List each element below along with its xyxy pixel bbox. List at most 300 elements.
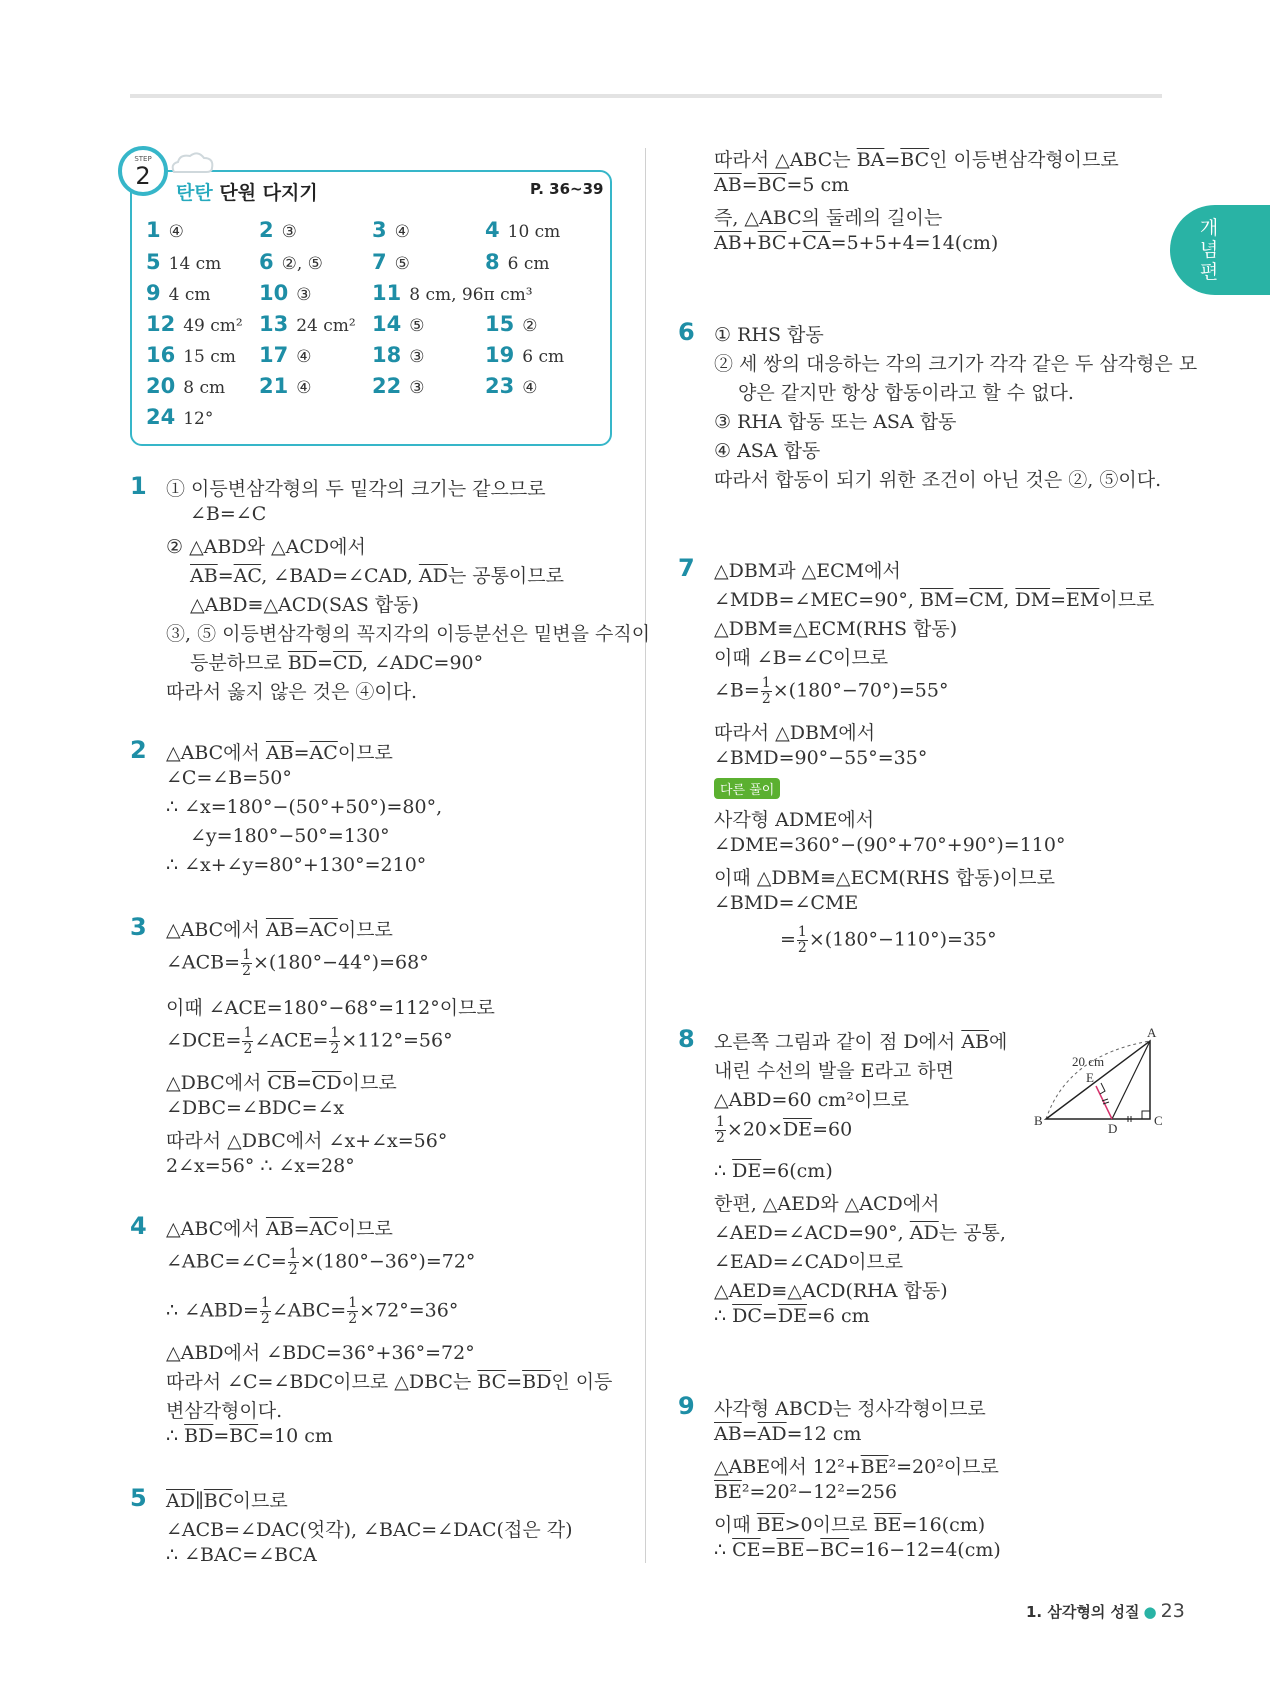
fraction: $\frac{1}{2}$ [242, 947, 251, 979]
text: =10 cm [258, 1425, 333, 1447]
segment: $\overline{CE}$ [732, 1539, 761, 1561]
answer-item [485, 343, 564, 367]
text: = [760, 1539, 777, 1561]
segment: $\overline{BC}$ [900, 149, 930, 171]
solution-line: 즉, △ABC의 둘레의 길이는 [714, 207, 943, 229]
answer-value: ③ [409, 347, 425, 367]
solution-line [714, 1218, 1006, 1245]
solution-line: 양은 같지만 항상 합동이라고 할 수 없다. [738, 382, 1074, 404]
solution-line [166, 1026, 453, 1057]
segment: $\overline{AB}$ [714, 174, 742, 196]
solution-line [714, 1481, 897, 1503]
answer-item [259, 281, 311, 305]
answer-item [146, 405, 213, 429]
text: ×(180°−36°)=72° [299, 1250, 476, 1273]
text: △DBC에서 [166, 1072, 268, 1094]
solution-line: 따라서 옳지 않은 것은 ④이다. [166, 681, 418, 703]
answer-number: 10 [259, 281, 289, 305]
bullet-icon: ● [1143, 1603, 1157, 1621]
chapter-title: 1. 삼각형의 성질 [1026, 1603, 1140, 1621]
text: ∠MDB=∠MEC=90°, [714, 589, 920, 611]
solution-line: 따라서 합동이 되기 위한 조건이 아닌 것은 ②, ⑤이다. [714, 469, 1162, 491]
solution-line: 사각형 ADME에서 [714, 809, 875, 831]
answer-value: ② [522, 316, 538, 336]
segment: $\overline{AB}$ [265, 919, 294, 941]
text: = [761, 1305, 778, 1327]
solution-line [166, 1425, 333, 1447]
answer-value: ③ [296, 285, 312, 305]
text: ∠ABC=∠C= [166, 1250, 287, 1273]
segment: $\overline{DE}$ [782, 1118, 813, 1141]
segment: $\overline{CB}$ [267, 1072, 296, 1094]
solution-line: ∠DBC=∠BDC=∠x [166, 1097, 345, 1119]
text: ∠ACB= [166, 951, 241, 974]
segment: $\overline{BC}$ [477, 1371, 507, 1393]
answer-number: 6 [259, 250, 274, 274]
page-footer [1026, 1600, 1185, 1622]
solution-line: ② 세 쌍의 대응하는 각의 크기가 각각 같은 두 삼각형은 모 [714, 353, 1198, 375]
answer-number: 14 [372, 312, 402, 336]
solution-number: 5 [130, 1484, 147, 1512]
segment: $\overline{AB}$ [714, 1423, 742, 1445]
text: = [1050, 589, 1067, 611]
solution-number: 1 [130, 472, 147, 500]
page-number: 23 [1160, 1600, 1185, 1622]
text: ∴ [714, 1539, 733, 1561]
solution-line: △DBM과 △ECM에서 [714, 560, 901, 582]
solution-line [190, 648, 483, 675]
answer-item [372, 218, 410, 242]
text: =5+5+4=14(cm) [830, 232, 999, 254]
answer-number: 3 [372, 218, 387, 242]
text: = [293, 1218, 310, 1240]
label-d: D [1108, 1121, 1118, 1135]
solution-number: 7 [678, 554, 695, 582]
answer-number: 24 [146, 405, 176, 429]
answer-number: 23 [485, 374, 515, 398]
text: 인 이등 [551, 1371, 613, 1393]
solution-line: ③, ⑤ 이등변삼각형의 꼭지각의 이등분선은 밑변을 수직이 [166, 623, 651, 645]
solution-line: 사각형 ABCD는 정사각형이므로 [714, 1398, 986, 1420]
segment: $\overline{BE}$ [776, 1539, 805, 1561]
solution-line: ∠ACB=∠DAC(엇각), ∠BAC=∠DAC(접은 각) [166, 1519, 573, 1541]
solution-line [166, 1247, 475, 1278]
text: ∴ [714, 1305, 733, 1327]
answer-value: ②, ⑤ [281, 254, 323, 274]
solution-line [166, 1296, 458, 1327]
text: ∴ ∠ABD= [166, 1299, 259, 1322]
text: =16−12=4(cm) [849, 1539, 1001, 1561]
segment: $\overline{CA}$ [802, 232, 831, 254]
text: ²=20²−12²=256 [741, 1481, 898, 1503]
text: = [884, 149, 901, 171]
solution-line [714, 1452, 999, 1479]
segment: $\overline{AB}$ [714, 232, 742, 254]
text: 따라서 ∠C=∠BDC이므로 △DBC는 [166, 1371, 478, 1393]
top-rule [130, 94, 1162, 98]
answer-number: 9 [146, 281, 161, 305]
text: = [780, 928, 796, 951]
segment: $\overline{DM}$ [1015, 589, 1051, 611]
solution-line [714, 1539, 1001, 1561]
answer-item [146, 250, 221, 274]
triangle-abc [1046, 1041, 1150, 1119]
answer-item [485, 218, 560, 242]
text: = [213, 1425, 230, 1447]
answer-item [485, 374, 537, 398]
answer-value: ③ [409, 378, 425, 398]
answer-number: 22 [372, 374, 402, 398]
column-divider [645, 148, 646, 1563]
answer-item [146, 281, 211, 305]
answer-value: ④ [522, 378, 538, 398]
solution-line [714, 232, 998, 254]
text: = [317, 652, 333, 674]
cloud-icon [170, 152, 214, 174]
answer-value: ③ [281, 222, 297, 242]
label-e: E [1086, 1070, 1094, 1085]
answer-value: ④ [296, 347, 312, 367]
text: ∠DCE= [166, 1029, 242, 1052]
answer-number: 18 [372, 343, 402, 367]
solution-line: 이때 △DBM≡△ECM(RHS 합동)이므로 [714, 867, 1055, 889]
solution-line: △ABD에서 ∠BDC=36°+36°=72° [166, 1342, 475, 1364]
solution-line [714, 585, 1154, 612]
answer-value: 8 cm, 96π cm³ [409, 285, 533, 305]
answer-item [146, 343, 236, 367]
label-b: B [1034, 1113, 1043, 1128]
text: 이때 [714, 1514, 757, 1536]
answer-number: 19 [485, 343, 515, 367]
text: 이므로 [337, 919, 393, 941]
segment: $\overline{BD}$ [287, 652, 318, 674]
text: = [953, 589, 970, 611]
fraction: $\frac{1}{2}$ [288, 1246, 298, 1278]
text: ∥ [194, 1490, 204, 1512]
text: = [217, 565, 234, 587]
answer-number: 7 [372, 250, 387, 274]
solution-line [714, 145, 1119, 172]
answer-item [372, 312, 424, 336]
answer-item [146, 312, 243, 336]
segment: $\overline{EM}$ [1066, 589, 1100, 611]
solution-line: 내린 수선의 발을 E라고 하면 [714, 1060, 954, 1082]
segment: $\overline{AB}$ [265, 1218, 294, 1240]
answer-value: ④ [168, 222, 184, 242]
solution-line [166, 1214, 393, 1241]
text: △ABE에서 12²+ [714, 1456, 861, 1478]
text: ×112°=56° [341, 1029, 453, 1052]
segment: $\overline{BM}$ [919, 589, 954, 611]
step-label: STEP [134, 155, 152, 163]
fraction: $\frac{1}{2}$ [260, 1295, 270, 1327]
segment: $\overline{BD}$ [184, 1425, 214, 1447]
answer-item [372, 374, 424, 398]
answer-number: 11 [372, 281, 402, 305]
label-c: C [1154, 1113, 1163, 1128]
solution-line: △AED≡△ACD(RHA 합동) [714, 1280, 948, 1302]
answer-item [259, 218, 297, 242]
answer-item [372, 343, 424, 367]
step-badge [118, 146, 168, 196]
segment: $\overline{DC}$ [732, 1305, 762, 1327]
solution-number: 9 [678, 1392, 695, 1420]
solution-line [714, 1027, 1007, 1054]
text: △ABC에서 [166, 1218, 266, 1240]
segment: $\overline{AC}$ [309, 742, 338, 764]
side-tab[interactable] [1170, 205, 1270, 295]
answer-number: 5 [146, 250, 161, 274]
alternative-solution-tag: 다른 풀이 [714, 778, 780, 799]
text: =5 cm [786, 174, 850, 196]
solution-line [166, 1068, 397, 1095]
fraction: $\frac{1}{2}$ [330, 1025, 340, 1057]
segment: $\overline{CD}$ [332, 652, 363, 674]
solution-number: 6 [678, 318, 695, 346]
solution-line: ∠B=∠C [190, 503, 267, 525]
text: ×(180°−70°)=55° [772, 679, 949, 702]
solution-line [166, 915, 393, 942]
answer-value: 15 cm [183, 347, 236, 367]
text: ∠B= [714, 679, 760, 702]
text: =6(cm) [761, 1160, 833, 1182]
segment: $\overline{BC}$ [229, 1425, 259, 1447]
answer-value: ④ [296, 378, 312, 398]
text: , ∠ADC=90° [362, 652, 484, 674]
text: = [293, 919, 310, 941]
segment: $\overline{DE}$ [777, 1305, 807, 1327]
segment: $\overline{BE}$ [860, 1456, 889, 1478]
text: ∴ [166, 1425, 185, 1447]
solution-line: ∠C=∠B=50° [166, 767, 292, 789]
text: 이므로 [1099, 589, 1155, 611]
text: 따라서 △ABC는 [714, 149, 857, 171]
text: ²=20²이므로 [888, 1456, 999, 1478]
text: ×20× [726, 1118, 783, 1141]
text: 이므로 [337, 1218, 393, 1240]
text: ×(180°−44°)=68° [252, 951, 429, 974]
text: = [295, 1072, 312, 1094]
solution-line: ∠BMD=∠CME [714, 892, 859, 914]
text: >0이므로 [784, 1514, 874, 1536]
answer-item [259, 343, 311, 367]
text: − [804, 1539, 821, 1561]
answer-value: ⑤ [409, 316, 425, 336]
answer-value: 6 cm [507, 254, 550, 274]
solution-line [166, 738, 393, 765]
segment: $\overline{AC}$ [309, 919, 338, 941]
fraction: $\frac{1}{2}$ [348, 1295, 358, 1327]
text: =12 cm [786, 1423, 862, 1445]
fraction: $\frac{1}{2}$ [243, 1025, 253, 1057]
solution-line: ∠y=180°−50°=130° [190, 825, 390, 847]
answer-item [259, 250, 323, 274]
solution-line [714, 1305, 870, 1327]
fraction: $\frac{1}{2}$ [797, 924, 807, 956]
answer-value: 12° [183, 409, 214, 429]
answer-number: 17 [259, 343, 289, 367]
fraction: $\frac{1}{2}$ [716, 1114, 725, 1146]
fraction: $\frac{1}{2}$ [761, 675, 771, 707]
solution-line: 따라서 △DBM에서 [714, 722, 876, 744]
text: =6 cm [806, 1305, 870, 1327]
right-angle-c [1142, 1111, 1150, 1119]
text: =60 [812, 1118, 853, 1141]
answer-item [146, 218, 184, 242]
solution-line: ∠EAD=∠CAD이므로 [714, 1251, 904, 1273]
answer-number: 8 [485, 250, 500, 274]
text: =16(cm) [901, 1514, 986, 1536]
text: ×72°=36° [359, 1299, 459, 1322]
solution-line: ① 이등변삼각형의 두 밑각의 크기는 같으므로 [166, 478, 546, 500]
solution-line: ② △ABD와 △ACD에서 [166, 536, 366, 558]
answer-number: 21 [259, 374, 289, 398]
solution-number: 3 [130, 913, 147, 941]
solution-line [714, 174, 849, 196]
segment: $\overline{BE}$ [873, 1514, 902, 1536]
solution-number: 2 [130, 736, 147, 764]
triangle-figure [1028, 1025, 1168, 1135]
answer-value: ⑤ [394, 254, 410, 274]
side-tab-label: 개념편 [1199, 217, 1219, 283]
solution-line: 따라서 △DBC에서 ∠x+∠x=56° [166, 1130, 448, 1152]
solution-line: 2∠x=56° ∴ ∠x=28° [166, 1155, 355, 1177]
segment: $\overline{DE}$ [732, 1160, 762, 1182]
answer-item [485, 312, 537, 336]
answer-value: 24 cm² [296, 316, 356, 336]
solution-line [190, 561, 564, 588]
segment: $\overline{AB}$ [190, 565, 218, 587]
segment: $\overline{BE}$ [756, 1514, 785, 1536]
segment: $\overline{AD}$ [909, 1222, 939, 1244]
answer-value: 4 cm [168, 285, 211, 305]
answer-number: 16 [146, 343, 176, 367]
answer-number: 2 [259, 218, 274, 242]
text: = [741, 1423, 758, 1445]
solution-number: 4 [130, 1212, 147, 1240]
solution-line [166, 948, 429, 979]
solution-line [714, 1423, 861, 1445]
text: ∠ABC= [271, 1299, 347, 1322]
text: = [293, 742, 310, 764]
text: 는 공통, [938, 1222, 1006, 1244]
text: + [786, 232, 803, 254]
solution-line: ∴ ∠x=180°−(50°+50°)=80°, [166, 796, 443, 818]
answer-item [372, 281, 533, 305]
segment: $\overline{BC}$ [820, 1539, 850, 1561]
segment: $\overline{AB}$ [961, 1031, 990, 1053]
answer-value: 10 cm [507, 222, 561, 242]
segment-de [1096, 1086, 1112, 1119]
answer-number: 13 [259, 312, 289, 336]
solution-line [714, 1510, 985, 1537]
text: 오른쪽 그림과 같이 점 D에서 [714, 1031, 962, 1053]
text: ×(180°−110°)=35° [808, 928, 997, 951]
solution-line [166, 1367, 612, 1394]
solution-line: 이때 ∠B=∠C이므로 [714, 647, 889, 669]
right-angle-e [1100, 1083, 1105, 1094]
text: = [506, 1371, 523, 1393]
text: = [741, 174, 758, 196]
solution-line [780, 925, 997, 956]
text: 에 [989, 1031, 1008, 1053]
text: 이므로 [341, 1072, 397, 1094]
segment-ad [1112, 1041, 1150, 1119]
segment: $\overline{AD}$ [418, 565, 448, 587]
step-title [176, 178, 318, 205]
answer-item [259, 374, 311, 398]
segment: $\overline{AB}$ [265, 742, 294, 764]
text: ∠AED=∠ACD=90°, [714, 1222, 910, 1244]
solution-line: △ABD=60 cm²이므로 [714, 1089, 910, 1111]
text: △ABC에서 [166, 742, 266, 764]
answer-value: 6 cm [522, 347, 565, 367]
segment: $\overline{BC}$ [757, 174, 787, 196]
answer-value: 49 cm² [183, 316, 243, 336]
solution-line: 변삼각형이다. [166, 1400, 283, 1422]
answer-item [146, 374, 225, 398]
solution-line [714, 1160, 833, 1182]
segment: $\overline{BC}$ [757, 232, 787, 254]
answer-number: 4 [485, 218, 500, 242]
solution-line: ∴ ∠BAC=∠BCA [166, 1544, 317, 1566]
solution-line: △DBM≡△ECM(RHS 합동) [714, 618, 958, 640]
step-title-rest: 단원 다지기 [212, 182, 318, 204]
answer-item [259, 312, 356, 336]
text: , [1003, 589, 1016, 611]
text: ∴ [714, 1160, 733, 1182]
text: + [741, 232, 758, 254]
solution-line: ① RHS 합동 [714, 324, 824, 346]
answer-number: 15 [485, 312, 515, 336]
label-a: A [1147, 1025, 1157, 1040]
solution-line [714, 676, 948, 707]
answer-value: 8 cm [183, 378, 226, 398]
segment: $\overline{BD}$ [522, 1371, 552, 1393]
text: ∠ACE= [254, 1029, 329, 1052]
segment: $\overline{CM}$ [969, 589, 1004, 611]
solution-line: ∴ ∠x+∠y=80°+130°=210° [166, 854, 427, 876]
text: 는 공통이므로 [447, 565, 564, 587]
segment: $\overline{AD}$ [757, 1423, 787, 1445]
answer-number: 1 [146, 218, 161, 242]
text: 등분하므로 [190, 652, 288, 674]
solution-number: 8 [678, 1025, 695, 1053]
segment: $\overline{CD}$ [311, 1072, 342, 1094]
segment: $\overline{BA}$ [856, 149, 885, 171]
solution-line [714, 1115, 852, 1146]
text: 이므로 [232, 1490, 288, 1512]
solution-line: △ABD≡△ACD(SAS 합동) [190, 594, 419, 616]
answer-item [485, 250, 550, 274]
answer-value: 14 cm [168, 254, 222, 274]
answer-number: 12 [146, 312, 176, 336]
step-page-range: P. 36~39 [530, 180, 604, 198]
label-length: 20 cm [1072, 1054, 1105, 1069]
segment: $\overline{AC}$ [309, 1218, 338, 1240]
text: 인 이등변삼각형이므로 [929, 149, 1119, 171]
solution-line: ∠DME=360°−(90°+70°+90°)=110° [714, 834, 1066, 856]
solution-line: ∠BMD=90°−55°=35° [714, 747, 928, 769]
answer-number: 20 [146, 374, 176, 398]
text: △ABC에서 [166, 919, 266, 941]
solution-line: ③ RHA 합동 또는 ASA 합동 [714, 411, 957, 433]
segment: $\overline{AC}$ [233, 565, 262, 587]
answer-item [372, 250, 410, 274]
text: , ∠BAD=∠CAD, [261, 565, 419, 587]
segment: $\overline{BC}$ [203, 1490, 233, 1512]
solution-line: 한편, △AED와 △ACD에서 [714, 1193, 940, 1215]
